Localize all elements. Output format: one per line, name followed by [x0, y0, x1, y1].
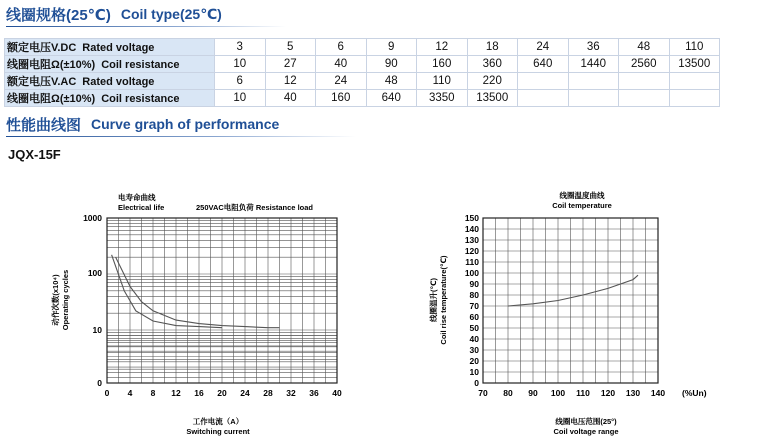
spec-cell: 9	[366, 39, 417, 56]
spec-cell: 24	[518, 39, 569, 56]
spec-cell: 360	[467, 56, 518, 73]
x-axis-label-cn: 线圈电压范围(25°)	[555, 417, 617, 426]
chart-subtitle: 250VAC电阻负荷 Resistance load	[196, 203, 313, 212]
x-tick-label: 40	[332, 388, 342, 398]
row-label-cn: 线圈电阻Ω(±10%)	[7, 59, 96, 71]
x-axis-label-cn: 工作电流（A）	[192, 417, 244, 426]
coil-type-heading-en: Coil type(25℃)	[120, 5, 222, 22]
spec-cell: 10	[215, 90, 266, 107]
spec-cell: 1440	[568, 56, 619, 73]
chart-title: Coil temperature	[552, 201, 612, 210]
spec-cell: 24	[316, 73, 367, 90]
temperature-curve	[508, 275, 638, 306]
y-axis-label-cn: 动作次数(x10⁴)	[51, 274, 60, 326]
coil-type-heading-cn: 线圈规格(25℃)	[6, 6, 111, 24]
x-tick-label: 20	[217, 388, 227, 398]
x-tick-label: 100	[550, 388, 566, 398]
x-tick-label: 80	[503, 388, 513, 398]
y-tick-label: 130	[464, 235, 479, 245]
y-tick-label: 20	[469, 356, 479, 366]
spec-cell: 27	[265, 56, 316, 73]
spec-cell: 5	[265, 39, 316, 56]
y-axis-label-cn: 线圈温升(℃)	[429, 277, 438, 323]
x-tick-label: 0	[104, 388, 110, 398]
x-tick-label: 70	[478, 388, 488, 398]
x-tick-label: 120	[600, 388, 616, 398]
y-tick-label: 1000	[83, 213, 102, 223]
y-tick-label: 140	[464, 224, 479, 234]
y-axis-label: Operating cycles	[61, 269, 70, 331]
chart-title-cn: 电寿命曲线	[118, 193, 156, 202]
x-tick-label: 12	[171, 388, 181, 398]
x-tick-label: 32	[286, 388, 296, 398]
spec-cell: 220	[467, 73, 518, 90]
x-tick-label: 24	[240, 388, 250, 398]
spec-cell: 13500	[669, 56, 720, 73]
x-unit-label: (%Un)	[682, 388, 707, 398]
x-tick-label: 4	[127, 388, 133, 398]
y-tick-label: 0	[474, 378, 479, 388]
x-axis-label: Switching current	[186, 427, 250, 436]
spec-cell: 110	[669, 39, 720, 56]
spec-cell: 160	[417, 56, 468, 73]
curve-graph-heading-en: Curve graph of performance	[91, 116, 280, 132]
spec-cell: 110	[417, 73, 468, 90]
x-tick-label: 130	[625, 388, 641, 398]
y-tick-label: 0	[97, 378, 102, 388]
spec-cell: 18	[467, 39, 518, 56]
spec-cell: 640	[518, 56, 569, 73]
spec-cell: 6	[316, 39, 367, 56]
y-tick-label: 10	[469, 367, 479, 377]
row-label-cn: 额定电压V.AC	[7, 76, 77, 88]
y-tick-label: 90	[469, 279, 479, 289]
x-tick-label: 16	[194, 388, 204, 398]
spec-cell: 40	[316, 56, 367, 73]
y-tick-label: 100	[464, 268, 479, 278]
spec-cell: 48	[366, 73, 417, 90]
y-tick-label: 120	[464, 246, 479, 256]
y-tick-label: 80	[469, 290, 479, 300]
spec-cell: 3350	[417, 90, 468, 107]
curve-graph-heading-cn: 性能曲线图	[6, 116, 82, 134]
x-axis-label: Coil voltage range	[553, 427, 619, 436]
y-tick-label: 60	[469, 312, 479, 322]
spec-cell: 3	[215, 39, 266, 56]
y-tick-label: 110	[465, 257, 479, 267]
spec-cell: 160	[316, 90, 367, 107]
spec-cell: 36	[568, 39, 619, 56]
chart-title-cn: 线圈温度曲线	[559, 191, 605, 200]
y-tick-label: 40	[469, 334, 479, 344]
spec-cell: 40	[265, 90, 316, 107]
spec-cell: 13500	[467, 90, 518, 107]
row-label-en: Coil resistance	[101, 59, 180, 71]
y-tick-label: 50	[469, 323, 479, 333]
x-tick-label: 8	[150, 388, 156, 398]
x-tick-label: 110	[576, 388, 590, 398]
row-label-en: Rated voltage	[82, 76, 155, 88]
spec-cell: 2560	[619, 56, 670, 73]
spec-cell: 10	[215, 56, 266, 73]
spec-cell: 48	[619, 39, 670, 56]
y-tick-label: 150	[464, 213, 479, 223]
spec-cell: 90	[366, 56, 417, 73]
row-label-en: Coil resistance	[101, 93, 180, 105]
y-axis-label: Coil rise temperature(℃)	[439, 255, 448, 345]
x-tick-label: 90	[528, 388, 538, 398]
y-tick-label: 30	[469, 345, 479, 355]
y-tick-label: 10	[92, 325, 102, 335]
row-label-cn: 线圈电阻Ω(±10%)	[7, 93, 96, 105]
y-tick-label: 100	[87, 268, 102, 278]
spec-cell: 12	[417, 39, 468, 56]
spec-cell: 6	[215, 73, 266, 90]
y-tick-label: 70	[469, 301, 479, 311]
row-label-en: Rated voltage	[82, 42, 155, 54]
chart-title: Electrical life	[118, 203, 165, 212]
spec-cell: 640	[366, 90, 417, 107]
x-tick-label: 140	[650, 388, 666, 398]
row-label-cn: 额定电压V.DC	[7, 42, 77, 54]
x-tick-label: 36	[309, 388, 319, 398]
spec-cell: 12	[265, 73, 316, 90]
x-tick-label: 28	[263, 388, 273, 398]
model-number: JQX-15F	[8, 147, 61, 162]
